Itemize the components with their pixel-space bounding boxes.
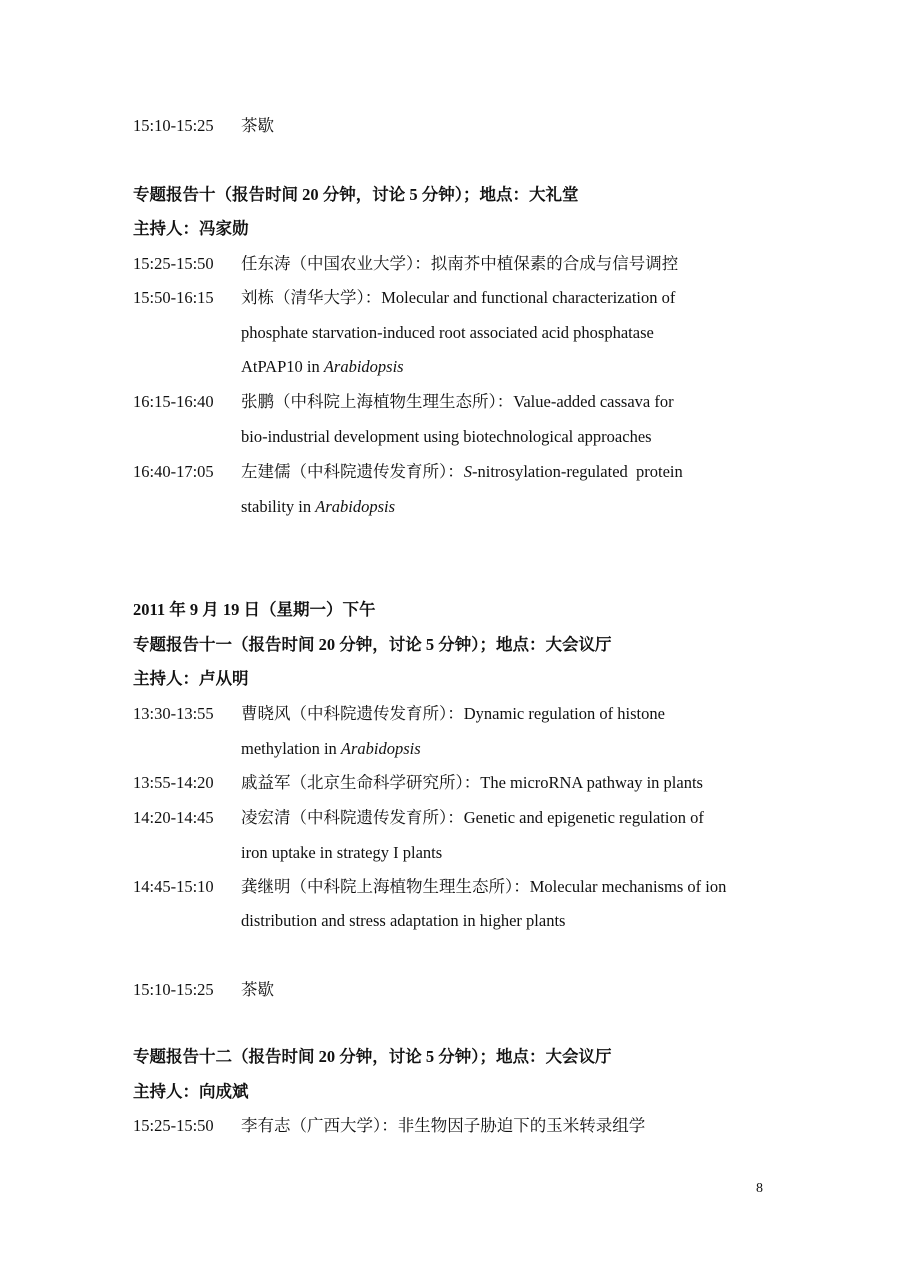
day-header: 2011 年 9 月 19 日（星期一）下午 bbox=[133, 600, 376, 619]
speaker: 左建儒（中科院遗传发育所）： bbox=[241, 462, 464, 481]
time-slot: 15:10-15:25 bbox=[133, 980, 214, 999]
time-slot: 15:25-15:50 bbox=[133, 1116, 214, 1135]
talk-title: Dynamic regulation of histone bbox=[463, 704, 665, 723]
page-number: 8 bbox=[756, 1181, 763, 1196]
speaker: 张鹏（中科院上海植物生理生态所）： bbox=[241, 392, 514, 411]
talk-title: Value-added cassava for bbox=[513, 392, 674, 411]
talk-title: Molecular and functional characterization of bbox=[381, 288, 676, 307]
tea-break-row bbox=[133, 979, 274, 1001]
time-slot: 16:15-16:40 bbox=[133, 392, 214, 411]
session-host: 主持人：卢从明 bbox=[133, 669, 249, 688]
talk-title: -nitrosylation-regulated protein bbox=[472, 462, 683, 481]
time-slot: 16:40-17:05 bbox=[133, 462, 214, 481]
talk-row bbox=[133, 807, 704, 829]
talk-title-continuation: iron uptake in strategy I plants bbox=[241, 843, 443, 862]
break-label: 茶歇 bbox=[241, 116, 274, 135]
time-slot: 13:30-13:55 bbox=[133, 704, 214, 723]
speaker: 李有志（广西大学）： bbox=[241, 1116, 398, 1135]
talk-row bbox=[133, 391, 674, 413]
talk-title-continuation: bio-industrial development using biotechnological approaches bbox=[241, 427, 652, 446]
talk-title: Molecular mechanisms of ion bbox=[529, 877, 727, 896]
session-title: 专题报告十一（报告时间 20 分钟，讨论 5 分钟）；地点：大会议厅 bbox=[133, 635, 612, 654]
speaker: 戚益军（北京生命科学研究所）： bbox=[241, 773, 481, 792]
talk-title-continuation bbox=[241, 496, 395, 518]
talk-title-continuation bbox=[241, 356, 404, 378]
speaker: 曹晓风（中科院遗传发育所）： bbox=[241, 704, 464, 723]
talk-title-continuation bbox=[241, 738, 421, 760]
talk-row bbox=[133, 461, 683, 483]
talk-row bbox=[133, 703, 665, 725]
speaker: 任东涛（中国农业大学）： bbox=[241, 254, 431, 273]
talk-title-part: S bbox=[463, 462, 472, 481]
break-label: 茶歇 bbox=[241, 980, 274, 999]
time-slot: 15:25-15:50 bbox=[133, 254, 214, 273]
species-name: Arabidopsis bbox=[340, 739, 421, 758]
talk-row bbox=[133, 287, 675, 309]
time-slot: 14:45-15:10 bbox=[133, 877, 214, 896]
session-host: 主持人：向成斌 bbox=[133, 1082, 249, 1101]
talk-title-part: AtPAP10 in bbox=[241, 357, 324, 376]
time-slot: 15:10-15:25 bbox=[133, 116, 214, 135]
session-host: 主持人：冯家勋 bbox=[133, 219, 249, 238]
talk-title: The microRNA pathway in plants bbox=[480, 773, 703, 792]
species-name: Arabidopsis bbox=[315, 497, 396, 516]
talk-title-part: methylation in bbox=[241, 739, 341, 758]
tea-break-row bbox=[133, 115, 274, 137]
session-title: 专题报告十（报告时间 20 分钟，讨论 5 分钟）；地点：大礼堂 bbox=[133, 185, 579, 204]
talk-row bbox=[133, 772, 703, 794]
talk-title-continuation: distribution and stress adaptation in higher plants bbox=[241, 911, 566, 930]
talk-title-continuation: phosphate starvation-induced root associated acid phosphatase bbox=[241, 323, 654, 342]
talk-row bbox=[133, 876, 726, 898]
time-slot: 14:20-14:45 bbox=[133, 808, 214, 827]
species-name: Arabidopsis bbox=[323, 357, 404, 376]
talk-title: Genetic and epigenetic regulation of bbox=[463, 808, 704, 827]
talk-title-part: stability in bbox=[241, 497, 316, 516]
speaker: 龚继明（中科院上海植物生理生态所）： bbox=[241, 877, 530, 896]
time-slot: 15:50-16:15 bbox=[133, 288, 214, 307]
talk-row bbox=[133, 1115, 645, 1137]
session-title: 专题报告十二（报告时间 20 分钟，讨论 5 分钟）；地点：大会议厅 bbox=[133, 1047, 612, 1066]
speaker: 刘栋（清华大学）： bbox=[241, 288, 382, 307]
talk-title: 非生物因子胁迫下的玉米转录组学 bbox=[397, 1116, 646, 1135]
talk-title: 拟南芥中植保素的合成与信号调控 bbox=[430, 254, 679, 273]
talk-row bbox=[133, 253, 678, 275]
time-slot: 13:55-14:20 bbox=[133, 773, 214, 792]
speaker: 凌宏清（中科院遗传发育所）： bbox=[241, 808, 464, 827]
